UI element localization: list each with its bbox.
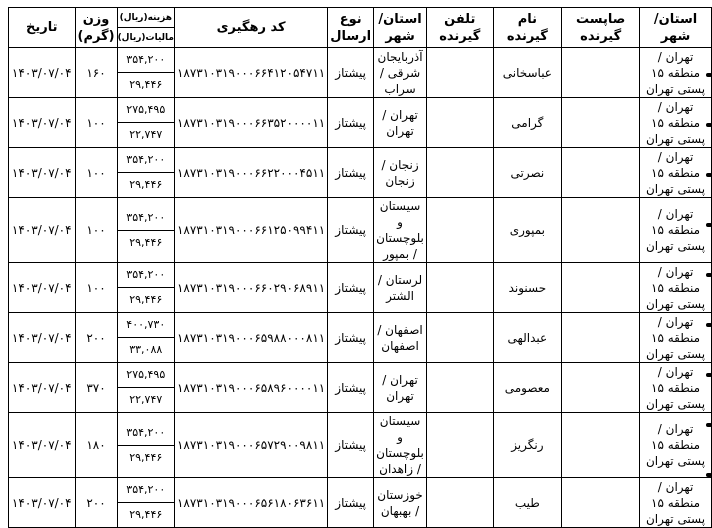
cell-cost: ۲۷۵,۴۹۵ <box>118 363 174 388</box>
cell-recipient-code <box>562 48 640 98</box>
cell-weight: ۲۰۰ <box>75 478 117 528</box>
cell-recipient-phone <box>426 313 493 363</box>
cell-tracking-code: ۱۸۷۳۱۰۳۱۹۰۰۰۶۵۹۸۸۰۰۰۸۱۱ <box>174 313 327 363</box>
cell-cost-tax <box>117 263 174 313</box>
cell-origin: تهران / منطقه ۱۵ پستی تهران <box>640 413 712 478</box>
cell-origin: تهران / منطقه ۱۵ پستی تهران <box>640 98 712 148</box>
col-header-cost-tax <box>117 8 174 48</box>
row-marker <box>706 223 712 227</box>
cell-destination: لرستان / الشتر <box>374 263 427 313</box>
row-marker <box>706 123 712 127</box>
cell-cost-tax <box>117 48 174 98</box>
cell-recipient-phone <box>426 363 493 413</box>
cell-origin: تهران / منطقه ۱۵ پستی تهران <box>640 478 712 528</box>
cell-tax: ۲۹,۴۴۶ <box>129 293 163 306</box>
col-header-date: تاریخ <box>9 8 76 48</box>
cell-destination: تهران / تهران <box>374 363 427 413</box>
cell-recipient-name: عبدالهی <box>493 313 562 363</box>
cell-cost: ۳۵۴,۲۰۰ <box>118 48 174 73</box>
row-marker <box>706 173 712 177</box>
table-body <box>9 48 712 528</box>
cell-recipient-code <box>562 148 640 198</box>
col-header-recipient-name: نام گیرنده <box>493 8 562 48</box>
cell-date: ۱۴۰۳/۰۷/۰۴ <box>9 478 76 528</box>
cell-weight: ۱۶۰ <box>75 48 117 98</box>
cell-weight: ۲۰۰ <box>75 313 117 363</box>
cell-recipient-name: طیب <box>493 478 562 528</box>
cell-destination: اصفهان / اصفهان <box>374 313 427 363</box>
cell-send-type: پیشتاز <box>328 198 374 263</box>
cell-tracking-code: ۱۸۷۳۱۰۳۱۹۰۰۰۶۶۲۲۰۰۰۴۵۱۱ <box>174 148 327 198</box>
cell-send-type: پیشتاز <box>328 363 374 413</box>
cell-origin: تهران / منطقه ۱۵ پستی تهران <box>640 48 712 98</box>
cell-destination: خوزستان / بهبهان <box>374 478 427 528</box>
col-header-origin: استان/ شهر <box>640 8 712 48</box>
cell-tracking-code: ۱۸۷۳۱۰۳۱۹۰۰۰۶۵۶۱۸۰۶۳۶۱۱ <box>174 478 327 528</box>
cell-date: ۱۴۰۳/۰۷/۰۴ <box>9 48 76 98</box>
cell-origin: تهران / منطقه ۱۵ پستی تهران <box>640 363 712 413</box>
cell-tax: ۲۹,۴۴۶ <box>129 508 163 521</box>
cell-cost: ۴۰۰,۷۳۰ <box>118 313 174 338</box>
cell-cost-tax <box>117 413 174 478</box>
cell-tracking-code: ۱۸۷۳۱۰۳۱۹۰۰۰۶۶۱۲۵۰۹۹۴۱۱ <box>174 198 327 263</box>
cell-date: ۱۴۰۳/۰۷/۰۴ <box>9 98 76 148</box>
cell-send-type: پیشتاز <box>328 413 374 478</box>
cell-tracking-code: ۱۸۷۳۱۰۳۱۹۰۰۰۶۶۴۱۲۰۵۴۷۱۱ <box>174 48 327 98</box>
cell-origin: تهران / منطقه ۱۵ پستی تهران <box>640 148 712 198</box>
cell-tax: ۲۹,۴۴۶ <box>129 235 163 249</box>
col-header-weight: وزن (گرم) <box>75 8 117 48</box>
cell-origin: تهران / منطقه ۱۵ پستی تهران <box>640 263 712 313</box>
cell-recipient-phone <box>426 478 493 528</box>
cell-weight: ۱۰۰ <box>75 198 117 263</box>
cell-tracking-code: ۱۸۷۳۱۰۳۱۹۰۰۰۶۵۷۲۹۰۰۹۸۱۱ <box>174 413 327 478</box>
cell-cost: ۳۵۴,۲۰۰ <box>118 478 174 503</box>
cell-origin: تهران / منطقه ۱۵ پستی تهران <box>640 198 712 263</box>
cell-cost: ۳۵۴,۲۰۰ <box>118 421 174 446</box>
cell-tax: ۲۹,۴۴۶ <box>129 178 163 191</box>
cell-destination: سیستان و بلوچستان / زاهدان <box>374 413 427 478</box>
cell-date: ۱۴۰۳/۰۷/۰۴ <box>9 148 76 198</box>
col-header-tax: مالیات(ریال) <box>117 32 174 43</box>
cell-weight: ۱۰۰ <box>75 263 117 313</box>
cell-cost: ۳۵۴,۲۰۰ <box>118 206 174 231</box>
cell-date: ۱۴۰۳/۰۷/۰۴ <box>9 413 76 478</box>
cell-cost: ۳۵۴,۲۰۰ <box>118 263 174 288</box>
cell-tax: ۲۹,۴۴۶ <box>129 78 163 91</box>
cell-tax: ۲۹,۴۴۶ <box>129 450 163 464</box>
row-marker <box>706 423 712 427</box>
col-header-cost: هزینه(ریال) <box>118 8 174 28</box>
cell-recipient-phone <box>426 148 493 198</box>
cell-recipient-code <box>562 263 640 313</box>
cell-send-type: پیشتاز <box>328 478 374 528</box>
cell-date: ۱۴۰۳/۰۷/۰۴ <box>9 363 76 413</box>
cell-recipient-code <box>562 198 640 263</box>
cell-cost-tax <box>117 148 174 198</box>
cell-cost: ۳۵۴,۲۰۰ <box>118 148 174 173</box>
cell-recipient-code <box>562 478 640 528</box>
cell-recipient-phone <box>426 98 493 148</box>
cell-recipient-name: رنگریز <box>493 413 562 478</box>
cell-recipient-name: حسنوند <box>493 263 562 313</box>
cell-cost-tax <box>117 478 174 528</box>
cell-destination: سیستان و بلوچستان / بمپور <box>374 198 427 263</box>
row-marker <box>706 473 712 477</box>
cell-weight: ۳۷۰ <box>75 363 117 413</box>
cell-cost-tax <box>117 98 174 148</box>
shipments-table <box>8 7 712 528</box>
cell-date: ۱۴۰۳/۰۷/۰۴ <box>9 263 76 313</box>
cell-recipient-code <box>562 313 640 363</box>
col-header-destination: استان/ شهر <box>374 8 427 48</box>
row-marker <box>706 273 712 277</box>
cell-weight: ۱۸۰ <box>75 413 117 478</box>
cell-recipient-phone <box>426 413 493 478</box>
cell-tracking-code: ۱۸۷۳۱۰۳۱۹۰۰۰۶۶۳۵۲۰۰۰۰۱۱ <box>174 98 327 148</box>
cell-recipient-code <box>562 413 640 478</box>
cell-recipient-phone <box>426 263 493 313</box>
cell-weight: ۱۰۰ <box>75 98 117 148</box>
cell-recipient-name: عباسخانی <box>493 48 562 98</box>
cell-cost-tax <box>117 313 174 363</box>
table-row <box>9 48 712 98</box>
table-row <box>9 478 712 528</box>
cell-cost-tax <box>117 198 174 263</box>
col-header-recipient-phone: تلفن گیرنده <box>426 8 493 48</box>
cell-destination: تهران / تهران <box>374 98 427 148</box>
cell-destination: زنجان / زنجان <box>374 148 427 198</box>
row-marker <box>706 373 712 377</box>
table-row <box>9 198 712 263</box>
cell-cost-tax <box>117 363 174 413</box>
cell-tax: ۲۲,۷۴۷ <box>129 393 163 406</box>
cell-send-type: پیشتاز <box>328 148 374 198</box>
cell-send-type: پیشتاز <box>328 313 374 363</box>
cell-tracking-code: ۱۸۷۳۱۰۳۱۹۰۰۰۶۶۰۲۹۰۶۸۹۱۱ <box>174 263 327 313</box>
cell-recipient-name: نصرتی <box>493 148 562 198</box>
cell-recipient-name: گرامی <box>493 98 562 148</box>
cell-tracking-code: ۱۸۷۳۱۰۳۱۹۰۰۰۶۵۸۹۶۰۰۰۰۱۱ <box>174 363 327 413</box>
cell-recipient-code <box>562 98 640 148</box>
table-row <box>9 263 712 313</box>
cell-recipient-phone <box>426 198 493 263</box>
cell-weight: ۱۰۰ <box>75 148 117 198</box>
cell-send-type: پیشتاز <box>328 48 374 98</box>
cell-recipient-name: بمپوری <box>493 198 562 263</box>
table-row <box>9 148 712 198</box>
cell-date: ۱۴۰۳/۰۷/۰۴ <box>9 313 76 363</box>
cell-tax: ۳۳,۰۸۸ <box>129 343 163 356</box>
table-row <box>9 363 712 413</box>
cell-recipient-code <box>562 363 640 413</box>
col-header-recipient-code: صاپست گیرنده <box>562 8 640 48</box>
cell-send-type: پیشتاز <box>328 263 374 313</box>
cell-cost: ۲۷۵,۴۹۵ <box>118 98 174 123</box>
cell-recipient-name: معصومی <box>493 363 562 413</box>
row-marker <box>706 323 712 327</box>
table-header-row <box>9 8 712 48</box>
table-row <box>9 98 712 148</box>
cell-date: ۱۴۰۳/۰۷/۰۴ <box>9 198 76 263</box>
table-row <box>9 413 712 478</box>
cell-send-type: پیشتاز <box>328 98 374 148</box>
cell-recipient-phone <box>426 48 493 98</box>
cell-origin: تهران / منطقه ۱۵ پستی تهران <box>640 313 712 363</box>
cell-tax: ۲۲,۷۴۷ <box>129 128 163 141</box>
col-header-send-type: نوع ارسال <box>328 8 374 48</box>
row-marker <box>706 73 712 77</box>
table-row <box>9 313 712 363</box>
col-header-tracking-code: کد رهگیری <box>174 8 327 48</box>
cell-destination: آذربایجان شرقی / سراب <box>374 48 427 98</box>
